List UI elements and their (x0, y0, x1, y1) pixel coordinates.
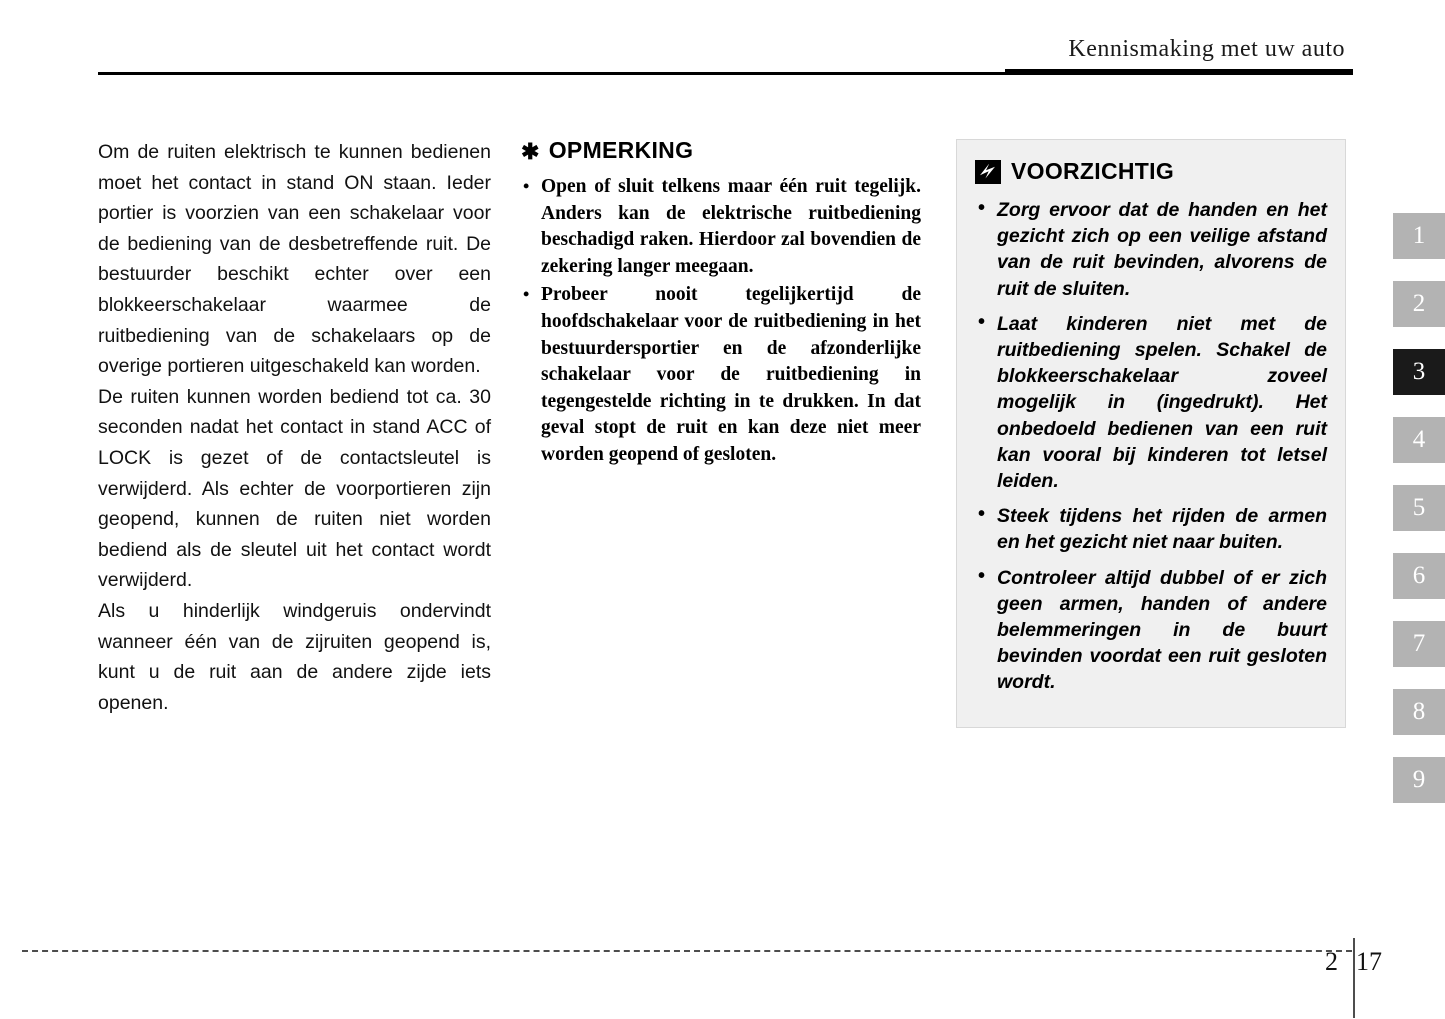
caution-box (956, 139, 1346, 728)
chapter-tab-1[interactable]: 1 (1393, 213, 1445, 259)
chapter-tab-3[interactable]: 3 (1393, 349, 1445, 395)
body-text-column (98, 137, 491, 718)
chapter-tab-9[interactable]: 9 (1393, 757, 1445, 803)
caution-box-header (975, 158, 1327, 185)
chapter-tab-7[interactable]: 7 (1393, 621, 1445, 667)
list-item: • Probeer nooit tegelijkertijd de hoofdschakelaar voor de ruitbediening in het bestuurdersportier en de afzonderlijke schakelaar voor de ruitbediening in tegengestelde richting in te drukken. In dat geval stopt de ruit en kan deze niet meer worden geopend of gesloten. (521, 282, 921, 468)
chapter-tab-8[interactable]: 8 (1393, 689, 1445, 735)
chapter-tab-strip[interactable] (1393, 213, 1445, 825)
list-item: • Open of sluit telkens maar één ruit tegelijk. Anders kan de elektrische ruitbediening beschadigd raken. Hierdoor zal bovendien de zekering langer meegaan. (521, 174, 921, 280)
list-item: • Controleer altijd dubbel of er zich geen armen, handen of andere belemmeringen in de buurt bevinden voordat een ruit gesloten wordt. (975, 565, 1327, 696)
chapter-number: 2 (1325, 947, 1338, 976)
paragraph: Als u hinderlijk windgeruis ondervindt wanneer één van de zijruiten geopend is, kunt u de ruit aan de andere zijde iets openen. (98, 599, 491, 714)
note-list (521, 174, 921, 469)
list-item: • Steek tijdens het rijden de armen en het gezicht niet naar buiten. (975, 503, 1327, 555)
chapter-tab-6[interactable]: 6 (1393, 553, 1445, 599)
note-box (521, 137, 921, 471)
page-number (1290, 947, 1410, 977)
footer-divider (22, 950, 1352, 952)
chapter-tab-5[interactable]: 5 (1393, 485, 1445, 531)
paragraph: Om de ruiten elektrisch te kunnen bedienen moet het contact in stand ON staan. Ieder portier is voorzien van een schakelaar voor de bediening van de desbetreffende ruit. De bestuurder beschikt echter over een blokkeerschakelaar waarmee de ruitbediening van de schakelaars op de overige portieren uitgeschakeld kan worden. (98, 141, 491, 378)
chapter-tab-2[interactable]: 2 (1393, 281, 1445, 327)
list-item: • Zorg ervoor dat de handen en het gezicht zich op een veilige afstand van de ruit bevinden, alvorens de ruit de sluiten. (975, 197, 1327, 302)
page-number-value: 17 (1356, 947, 1382, 976)
asterisk-icon: ✱ (521, 138, 540, 164)
caution-box-title: VOORZICHTIG (1011, 158, 1175, 184)
note-box-header (521, 137, 921, 164)
chapter-tab-4[interactable]: 4 (1393, 417, 1445, 463)
warning-flash-icon (975, 160, 1001, 184)
caution-list (975, 197, 1327, 696)
page-header (0, 36, 1445, 82)
paragraph: De ruiten kunnen worden bediend tot ca. 30 seconden nadat het contact in stand ACC of LOCK is gezet of de contactsleutel is verwijderd. Als echter de voorportieren zijn geopend, kunnen de ruiten niet worden bediend als de sleutel uit het contact wordt verwijderd. (98, 385, 491, 592)
list-item: • Laat kinderen niet met de ruitbediening spelen. Schakel de blokkeerschakelaar zoveel mogelijk in (ingedrukt). Het onbedoeld bedienen van een ruit kan vooral bij kinderen tot letsel leiden. (975, 311, 1327, 494)
page-title: Kennismaking met uw auto (1068, 36, 1345, 62)
header-rule-accent (1005, 69, 1353, 75)
note-box-title: OPMERKING (548, 137, 694, 163)
